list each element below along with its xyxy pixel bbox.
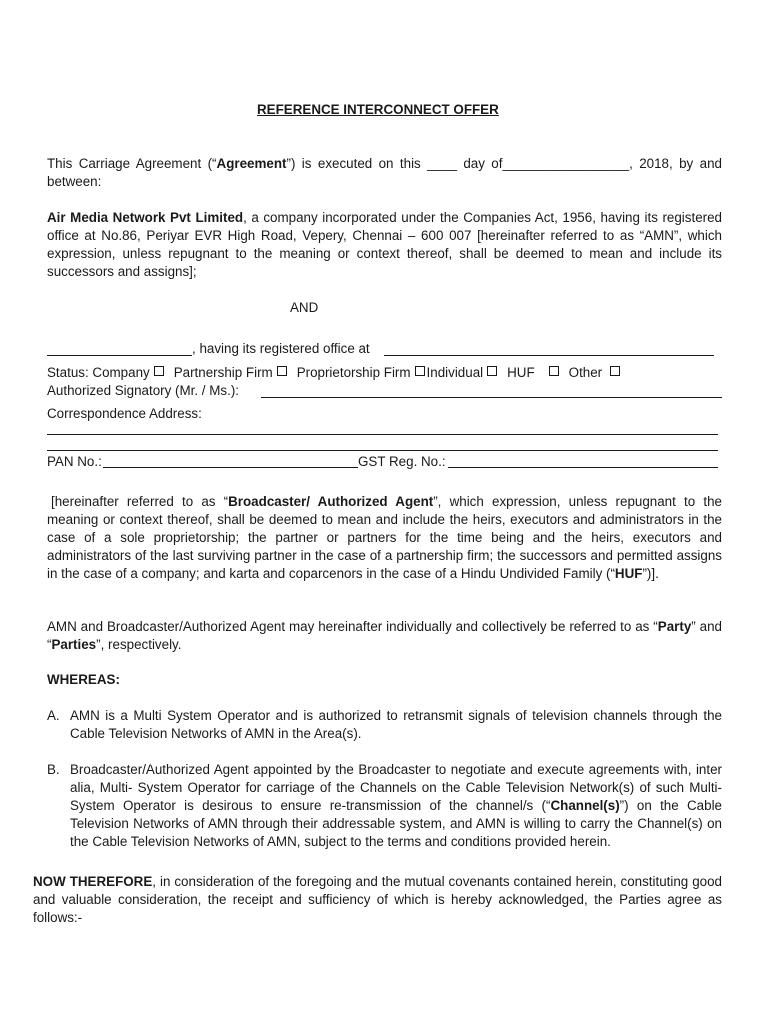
whereas-heading: WHEREAS: bbox=[47, 672, 120, 687]
huf-checkbox[interactable] bbox=[549, 366, 559, 376]
gst-label: GST Reg. No.: bbox=[358, 454, 446, 469]
proprietorship-firm-label: Proprietorship Firm bbox=[296, 365, 411, 380]
parties-suffix: ”, respectively. bbox=[96, 637, 182, 652]
pan-field[interactable] bbox=[103, 467, 358, 468]
individual-checkbox[interactable] bbox=[487, 366, 497, 376]
signatory-field[interactable] bbox=[261, 397, 722, 398]
status-label: Status: Company bbox=[47, 365, 150, 380]
now-therefore-paragraph bbox=[33, 873, 722, 927]
status-row bbox=[47, 364, 620, 382]
individual-label: Individual bbox=[426, 365, 484, 380]
intro-suffix: ”) is executed on this ____ day of_________________, 2018, by and between: bbox=[47, 156, 722, 189]
office-label: , having its registered office at bbox=[192, 341, 370, 356]
party2-prefix: [hereinafter referred to as “ bbox=[51, 494, 229, 509]
recital-a-letter: A. bbox=[47, 708, 60, 723]
huf-label: HUF bbox=[507, 365, 535, 380]
party2-suffix: ”)]. bbox=[642, 566, 659, 581]
and-separator: AND bbox=[290, 300, 319, 315]
intro-paragraph bbox=[47, 155, 722, 191]
huf-term: HUF bbox=[614, 566, 643, 581]
partnership-firm-checkbox[interactable] bbox=[277, 366, 287, 376]
address-line-2[interactable] bbox=[47, 450, 718, 451]
now-therefore-text: , in consideration of the foregoing and the mutual covenants contained herein, constituting good and valuable consideration, the receipt and sufficiency of which is hereby acknowledged, the Parties agree as follows:- bbox=[33, 874, 723, 925]
broadcaster-term: Broadcaster/ Authorized Agent bbox=[228, 494, 434, 509]
now-therefore-term: NOW THEREFORE bbox=[33, 874, 153, 889]
other-label: Other bbox=[568, 365, 603, 380]
party1-name: Air Media Network Pvt Limited bbox=[47, 210, 244, 225]
other-checkbox[interactable] bbox=[610, 366, 620, 376]
company-checkbox[interactable] bbox=[154, 366, 164, 376]
partnership-firm-label: Partnership Firm bbox=[173, 365, 273, 380]
party-term: Party bbox=[657, 619, 692, 634]
party2-paragraph bbox=[47, 493, 722, 583]
party2-name-field[interactable] bbox=[47, 355, 192, 356]
proprietorship-firm-checkbox[interactable] bbox=[415, 366, 425, 376]
parties-mid: ” and “ bbox=[47, 619, 722, 652]
party2-middle: ”, which expression, unless repugnant to the meaning or context thereof, shall be deemed to mean and include the heirs, executors and administrators in the case of a sole proprietorship; the partner or partners for the time being and the heirs, executors and administrators of the last surviving partner in the case of a partnership firm; the successors and permitted assigns in the case of a company; and karta and coparcenors in the case of a Hindu Undivided Family (“ bbox=[47, 494, 722, 581]
party1-text: , a company incorporated under the Companies Act, 1956, having its registered office at No.86, Periyar EVR High Road, Vepery, Chennai – 600 007 [hereinafter referred to as “AMN”, which expression, unless repugnant to the meaning or context thereof, shall be deemed to mean and include its successors and assigns]; bbox=[47, 210, 722, 279]
channels-term: Channel(s) bbox=[550, 798, 620, 813]
document-title: REFERENCE INTERCONNECT OFFER bbox=[257, 102, 499, 117]
recital-b-text bbox=[70, 761, 722, 851]
agreement-term: Agreement bbox=[216, 156, 287, 171]
recital-b-suffix: ”) on the Cable Television Networks of AMN through their addressable system, and AMN is willing to carry the Channel(s) on the Cable Television Networks of AMN, subject to the terms and conditions provided herein. bbox=[70, 798, 722, 849]
party1-paragraph bbox=[47, 209, 722, 281]
gst-field[interactable] bbox=[448, 467, 718, 468]
address-line-1[interactable] bbox=[47, 434, 718, 435]
recital-b-prefix: Broadcaster/Authorized Agent appointed by the Broadcaster to negotiate and execute agreements with, inter alia, Multi- System Operator for carriage of the Channels on the Cable Television Network(s) of such Multi-System Operator is desirous to ensure re-transmission of the channel/s (“ bbox=[70, 762, 722, 813]
intro-prefix: This Carriage Agreement (“ bbox=[47, 156, 217, 171]
signatory-label: Authorized Signatory (Mr. / Ms.): bbox=[47, 383, 239, 398]
parties-prefix: AMN and Broadcaster/Authorized Agent may hereinafter individually and collectively be referred to as “ bbox=[47, 619, 658, 634]
recital-a-text: AMN is a Multi System Operator and is authorized to retransmit signals of television channels through the Cable Television Networks of AMN in the Area(s). bbox=[70, 708, 722, 741]
correspondence-label: Correspondence Address: bbox=[47, 406, 202, 421]
pan-label: PAN No.: bbox=[47, 454, 102, 469]
recital-b-letter: B. bbox=[47, 762, 60, 777]
parties-term: Parties bbox=[51, 637, 97, 652]
registered-office-field[interactable] bbox=[384, 355, 714, 356]
parties-paragraph bbox=[47, 618, 722, 654]
